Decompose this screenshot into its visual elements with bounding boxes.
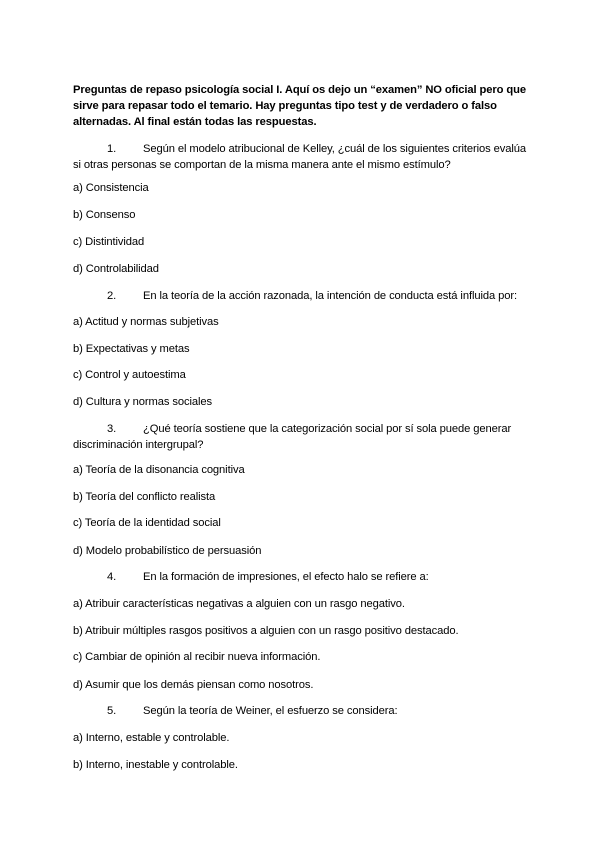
option-5b: b) Interno, inestable y controlable. [73,759,238,771]
option-1b: b) Consenso [73,209,136,221]
question-number: 1. [107,143,117,155]
question-5 [73,703,533,719]
question-text: ¿Qué teoría sostiene que la categorización social por sí sola puede generar discriminación intergrupal? [73,423,512,451]
intro-paragraph: Preguntas de repaso psicología social I. Aquí os dejo un “examen” NO oficial pero que sirve para repasar todo el temario. Hay preguntas tipo test y de verdadero o falso alternadas. Al final están todas las respuestas. [73,84,526,128]
option-3a: a) Teoría de la disonancia cognitiva [73,464,245,476]
question-number: 5. [107,705,117,717]
option-3b: b) Teoría del conflicto realista [73,491,216,503]
option-3c: c) Teoría de la identidad social [73,517,221,529]
option-2c: c) Control y autoestima [73,369,186,381]
question-number: 4. [107,571,117,583]
option-5a: a) Interno, estable y controlable. [73,732,230,744]
option-2d: d) Cultura y normas sociales [73,396,212,408]
option-4c: c) Cambiar de opinión al recibir nueva información. [73,651,321,663]
option-2b: b) Expectativas y metas [73,343,190,355]
question-3 [73,421,533,453]
question-text: Según el modelo atribucional de Kelley, ¿cuál de los siguientes criterios evalúa si otras personas se comportan de la misma manera ante el mismo estímulo? [73,143,526,171]
option-1c: c) Distintividad [73,236,145,248]
question-2 [73,288,533,304]
option-4a: a) Atribuir características negativas a alguien con un rasgo negativo. [73,598,405,610]
option-3d: d) Modelo probabilístico de persuasión [73,545,262,557]
option-4d: d) Asumir que los demás piensan como nosotros. [73,679,314,691]
option-1d: d) Controlabilidad [73,263,159,275]
question-1 [73,141,533,173]
question-text: En la formación de impresiones, el efecto halo se refiere a: [143,571,429,583]
option-4b: b) Atribuir múltiples rasgos positivos a alguien con un rasgo positivo destacado. [73,625,459,637]
question-text: Según la teoría de Weiner, el esfuerzo se considera: [143,705,398,717]
option-1a: a) Consistencia [73,182,149,194]
option-2a: a) Actitud y normas subjetivas [73,316,219,328]
question-number: 3. [107,423,117,435]
question-number: 2. [107,290,117,302]
question-4 [73,569,533,585]
question-text: En la teoría de la acción razonada, la intención de conducta está influida por: [143,290,517,302]
